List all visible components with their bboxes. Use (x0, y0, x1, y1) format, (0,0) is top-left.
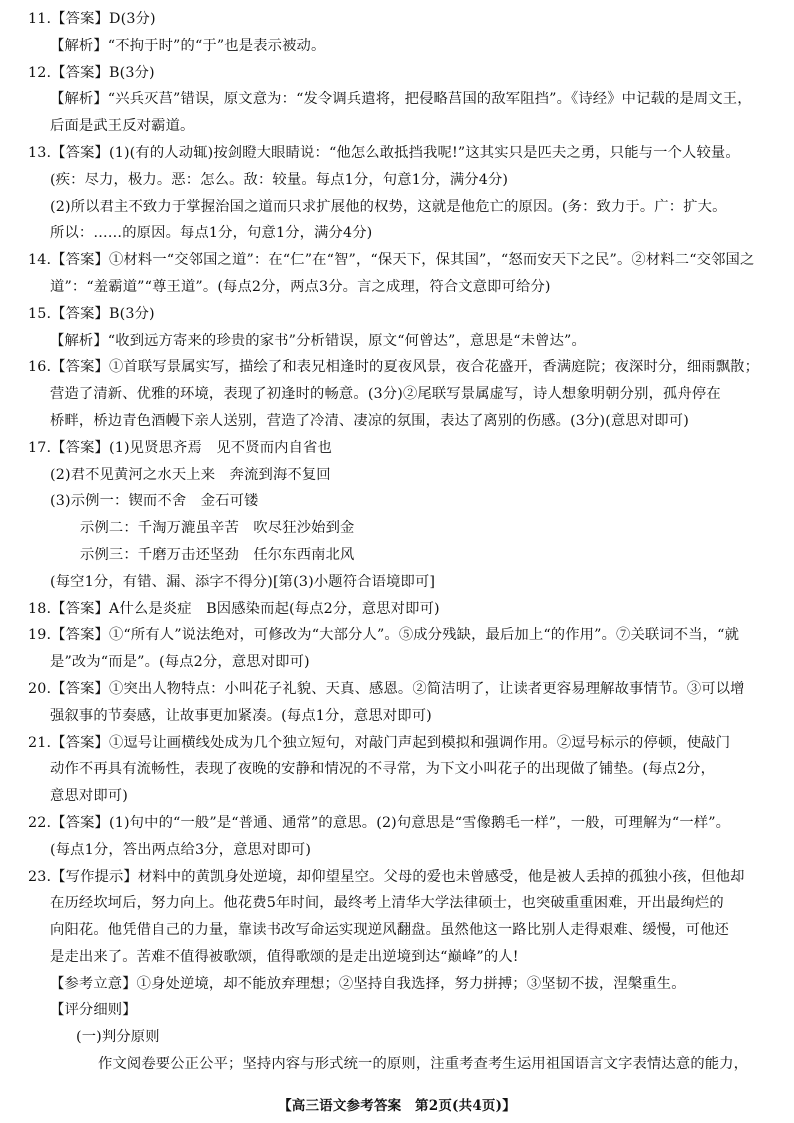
text-line: 是”改为“而是”。(每点2分，意思对即可) (50, 654, 310, 671)
text-line: 营造了清新、优雅的环境，表现了初逢时的畅意。(3分)②尾联写景属虚写，诗人想象明朝分别，孤舟停在 (50, 386, 721, 403)
text-line: 动作不再具有流畅性，表现了夜晚的安静和情况的不寻常，为下文小叫花子的出现做了铺垫。(每点2分， (50, 761, 716, 778)
text-line: 强叙事的节奏感，让故事更加紧凑。(每点1分，意思对即可) (50, 707, 432, 724)
page-footer: 【高三语文参考答案 第2页(共4页)】 (278, 1098, 516, 1114)
text-line: 【解析】“不拘于时”的“于”也是表示被动。 (50, 37, 326, 54)
text-line: (每点1分，答出两点给3分，意思对即可) (50, 841, 312, 858)
text-line: 【解析】“兴兵灭莒”错误，原文意为：“发令调兵遣将，把侵略莒国的敌军阻挡”。《诗经》中记载的是周文王， (50, 91, 752, 108)
text-line: (2)所以君主不致力于掌握治国之道而只求扩展他的权势，这就是他危亡的原因。(务：致力于。广：扩大。 (50, 198, 727, 215)
text-line: (2)君不见黄河之水天上来 奔流到海不复回 (50, 466, 331, 483)
answer-content (28, 6, 776, 1078)
text-line: 13.【答案】(1)(有的人动辄)按剑瞪大眼睛说：“他怎么敢抵挡我呢!”这其实只是匹夫之勇，只能与一个人较量。 (28, 144, 740, 161)
text-line: 道”：“羞霸道”“尊王道”。(每点2分，两点3分。言之成理，符合文意即可给分) (50, 278, 551, 295)
text-line: 23.【写作提示】材料中的黄凯身处逆境，却仰望星空。父母的爱也未曾感受，他是被人丢掉的孤独小孩，但他却 (28, 868, 745, 885)
text-line: 12.【答案】B(3分) (28, 64, 155, 81)
text-line: (每空1分，有错、漏、添字不得分)[第(3)小题符合语境即可] (50, 573, 436, 590)
text-line: 意思对即可) (50, 788, 128, 805)
text-line: 作文阅卷要公正公平；坚持内容与形式统一的原则，注重考查考生运用祖国语言文字表情达意的能力， (98, 1056, 749, 1073)
text-line: 18.【答案】A什么是炎症 B因感染而起(每点2分，意思对即可) (28, 600, 440, 617)
text-line: 在历经坎坷后，努力向上。他花费5年时间，最终考上清华大学法律硕士，也突破重重困难，开出最绚烂的 (50, 895, 724, 912)
text-line: 示例三：千磨万击还坚劲 任尔东西南北风 (80, 546, 355, 563)
text-line: (疾：尽力，极力。恶：怎么。敌：较量。每点1分，句意1分，满分4分) (50, 171, 509, 188)
text-line: (一)判分原则 (76, 1029, 160, 1046)
text-line: 15.【答案】B(3分) (28, 305, 155, 322)
text-line: 【参考立意】①身处逆境，却不能放弃理想；②坚持自我选择，努力拼搏；③坚韧不拔，涅槃重生。 (50, 975, 686, 992)
text-line: 是走出来了。苦难不值得被歌颂，值得歌颂的是走出逆境到达“巅峰”的人! (50, 948, 519, 965)
text-line: (3)示例一：锲而不舍 金石可镂 (50, 493, 259, 510)
text-line: 22.【答案】(1)句中的“一般”是“普通、通常”的意思。(2)句意思是“雪像鹅毛一样”，一般，可理解为“一样”。 (28, 814, 731, 831)
text-line: 所以：……的原因。每点1分，句意1分，满分4分) (50, 225, 373, 242)
text-line: 示例二：千淘万漉虽辛苦 吹尽狂沙始到金 (80, 520, 355, 537)
text-line: 后面是武王反对霸道。 (50, 118, 195, 135)
text-line: 21.【答案】①逗号让画横线处成为几个独立短句，对敲门声起到模拟和强调作用。②逗号标示的停顿，使敲门 (28, 734, 731, 751)
text-line: 14.【答案】①材料一“交邻国之道”：在“仁”在“智”，“保天下，保其国”，“怒而安天下之民”。②材料二“交邻国之 (28, 252, 755, 269)
text-line: 向阳花。他凭借自己的力量，靠读书改写命运实现逆风翻盘。虽然他这一路比别人走得艰难、缓慢，可他还 (50, 922, 729, 939)
text-line: 16.【答案】①首联写景属实写，描绘了和表兄相逢时的夏夜风景，夜合花盛开，香满庭院；夜深时分，细雨飘散； (28, 359, 760, 376)
text-line: 11.【答案】D(3分) (28, 11, 156, 27)
text-line: 【评分细则】 (50, 1002, 137, 1019)
text-line: 【解析】“收到远方寄来的珍贵的家书”分析错误，原文“何曾达”，意思是“未曾达”。 (50, 332, 586, 349)
text-line: 19.【答案】①“所有人”说法绝对，可修改为“大部分人”。⑤成分残缺，最后加上“的作用”。⑦关联词不当，“就 (28, 627, 740, 644)
text-line: 20.【答案】①突出人物特点：小叫花子礼貌、天真、感恩。②简洁明了，让读者更容易理解故事情节。③可以增 (28, 680, 745, 697)
text-line: 17.【答案】(1)见贤思齐焉 见不贤而内自省也 (28, 439, 332, 456)
text-line: 桥畔，桥边青色酒幔下亲人送别，营造了冷清、凄凉的氛围，表达了离别的伤感。(3分)(意思对即可) (50, 412, 689, 429)
